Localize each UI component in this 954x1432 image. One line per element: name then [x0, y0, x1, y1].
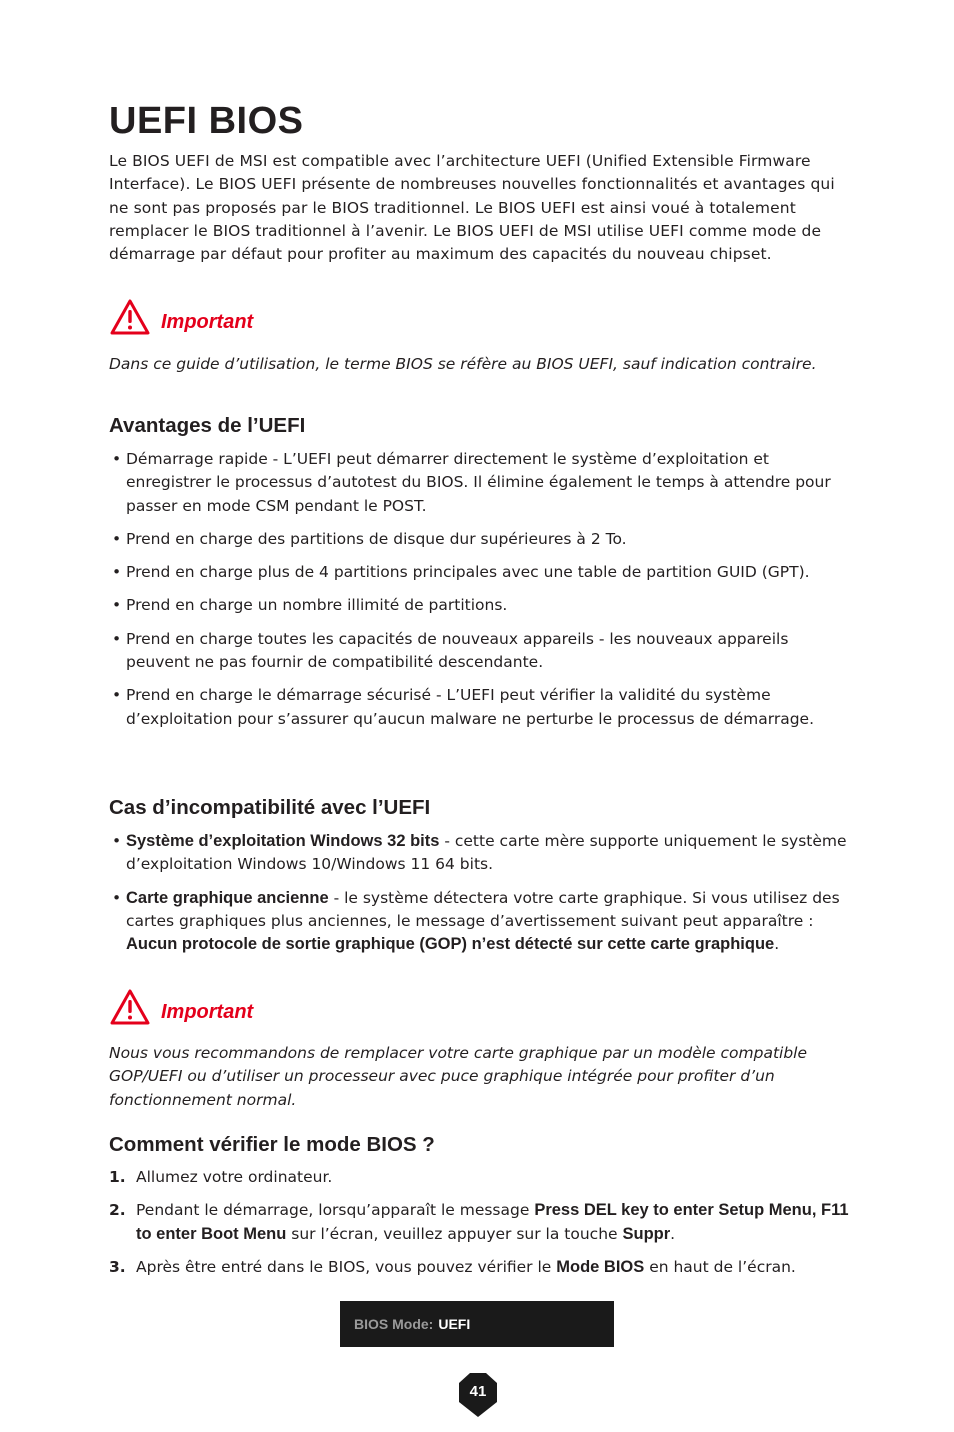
list-item-bold: Carte graphique ancienne [126, 888, 329, 907]
important-note-1: Dans ce guide d’utilisation, le terme BIOS se réfère au BIOS UEFI, sauf indication contraire. [109, 355, 817, 373]
list-item [109, 830, 849, 877]
important-callout-1 [109, 298, 253, 336]
important-callout-2 [109, 988, 253, 1026]
bios-mode-label: BIOS Mode: [354, 1316, 434, 1332]
page-number: 41 [469, 1383, 487, 1400]
step-text: Après être entré dans le BIOS, vous pouvez vérifier le [136, 1257, 557, 1276]
step-item [109, 1256, 849, 1279]
verify-steps [109, 1166, 849, 1289]
important-label-1: Important [161, 310, 254, 333]
list-item-bold: Aucun protocole de sortie graphique (GOP) n’est détecté sur cette carte graphique [126, 935, 775, 954]
step-text: . [670, 1224, 676, 1243]
step-bold: Suppr [622, 1224, 671, 1243]
step-item [109, 1166, 849, 1189]
list-item: • Prend en charge le démarrage sécurisé - L’UEFI peut vérifier la validité du système d’exploitation pour s’assurer qu’aucun malware ne perturbe le processus de démarrage. [109, 684, 849, 731]
warning-triangle-icon [109, 298, 151, 336]
step-bold: Mode BIOS [556, 1257, 645, 1276]
verify-heading: Comment vérifier le mode BIOS ? [109, 1133, 435, 1156]
step-item [109, 1199, 849, 1246]
step-bold: Press DEL key to enter Setup Menu, F11 to enter Boot Menu [136, 1201, 849, 1243]
list-item: • Prend en charge un nombre illimité de partitions. [109, 594, 849, 617]
bios-mode-box [340, 1301, 614, 1347]
intro-paragraph: Le BIOS UEFI de MSI est compatible avec l’architecture UEFI (Unified Extensible Firmware Interface). Le BIOS UEFI présente de nombreuses nouvelles fonctionnalités et avantages qui ne sont pas proposés par le BIOS traditionnel. Le BIOS UEFI est ainsi voué à totalement remplacer le BIOS traditionnel à l’avenir. Le BIOS UEFI de MSI utilise UEFI comme mode de démarrage par défaut pour profiter au maximum des capacités du nouveau chipset. [109, 152, 835, 264]
step-text: en haut de l’écran. [644, 1257, 796, 1276]
warning-triangle-icon [109, 988, 151, 1026]
important-label-2: Important [161, 1000, 254, 1023]
step-text: Pendant le démarrage, lorsqu’apparaît le message [136, 1201, 535, 1220]
list-item: • Démarrage rapide - L’UEFI peut démarrer directement le système d’exploitation et enregistrer le processus d’autotest du BIOS. Il élimine également le temps à attendre pour passer en mode CSM pendant le POST. [109, 448, 849, 518]
advantages-heading: Avantages de l’UEFI [109, 414, 306, 437]
important-note-2: Nous vous recommandons de remplacer votre carte graphique par un modèle compatible GOP/UEFI ou d’utiliser un processeur avec puce graphique intégrée pour profiter d’un fonctionnement normal. [109, 1044, 808, 1109]
step-text: sur l’écran, veuillez appuyer sur la touche [286, 1224, 623, 1243]
list-item-text: . [774, 935, 780, 954]
incompat-heading: Cas d’incompatibilité avec l’UEFI [109, 796, 431, 819]
bios-mode-value: UEFI [438, 1316, 471, 1332]
step-number: 2. [109, 1201, 126, 1220]
step-text: Allumez votre ordinateur. [136, 1168, 333, 1186]
page-number-badge [458, 1372, 498, 1418]
list-item: • Prend en charge des partitions de disque dur supérieures à 2 To. [109, 528, 849, 551]
step-number: 1. [109, 1168, 126, 1186]
list-item: • Prend en charge toutes les capacités de nouveaux appareils - les nouveaux appareils peuvent ne pas fournir de compatibilité descendante. [109, 628, 849, 675]
list-item [109, 887, 849, 957]
list-item-text: - cette carte mère supporte uniquement le système d’exploitation Windows 10/Windows 11 64 bits. [126, 832, 847, 874]
advantages-list [109, 448, 849, 741]
list-item-text: - le système détectera votre carte graphique. Si vous utilisez des cartes graphiques plus anciennes, le message d’avertissement suivant peut apparaître : [126, 888, 840, 930]
incompat-list [109, 830, 849, 966]
page-title: UEFI BIOS [109, 100, 304, 142]
list-item: • Prend en charge plus de 4 partitions principales avec une table de partition GUID (GPT). [109, 561, 849, 584]
list-item-bold: Système d’exploitation Windows 32 bits [126, 832, 440, 850]
step-number: 3. [109, 1257, 126, 1276]
